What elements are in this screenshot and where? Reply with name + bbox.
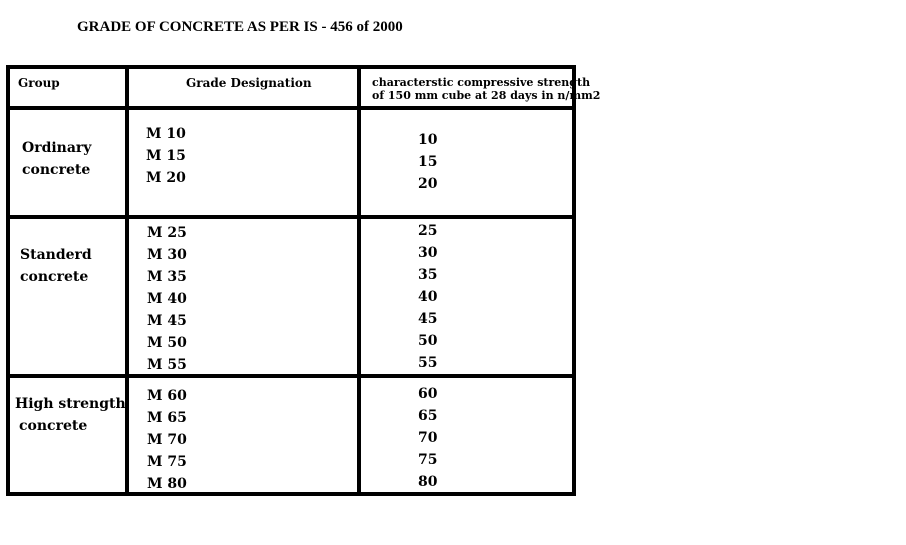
- table-rule-top: [6, 65, 576, 69]
- grade-item: M 15: [146, 148, 186, 164]
- strength-value: 15: [418, 154, 438, 170]
- grade-item: M 20: [146, 170, 186, 186]
- strength-value: 35: [418, 267, 438, 283]
- table-rule-bottom: [6, 492, 576, 496]
- group-label-line2: concrete: [20, 269, 89, 285]
- table-rule-row2: [6, 374, 576, 378]
- header-strength-line2: of 150 mm cube at 28 days in n/mm2: [372, 89, 601, 102]
- grade-item: M 10: [146, 126, 186, 142]
- strength-value: 75: [418, 452, 438, 468]
- grade-item: M 80: [147, 476, 187, 492]
- grade-item: M 70: [147, 432, 187, 448]
- page-title: GRADE OF CONCRETE AS PER IS - 456 of 2000: [77, 19, 403, 35]
- group-label-line2: concrete: [19, 418, 88, 434]
- grade-item: M 60: [147, 388, 187, 404]
- grade-item: M 40: [147, 291, 187, 307]
- grade-item: M 50: [147, 335, 187, 351]
- grades-standerd: [147, 222, 187, 376]
- group-label-line1: Standerd: [20, 247, 92, 263]
- strength-value: 30: [418, 245, 438, 261]
- strength-value: 65: [418, 408, 438, 424]
- group-ordinary: [22, 137, 91, 181]
- table-rule-row1: [6, 215, 576, 219]
- grades-ordinary: [146, 123, 186, 189]
- strength-value: 60: [418, 386, 438, 402]
- strength-value: 20: [418, 176, 438, 192]
- group-label-line2: concrete: [22, 162, 91, 178]
- grade-item: M 65: [147, 410, 187, 426]
- group-label-line1: High strength: [15, 396, 126, 412]
- header-strength-line1: characterstic compressive strength: [372, 76, 591, 89]
- group-standerd: [20, 244, 92, 288]
- values-standerd: [418, 220, 437, 374]
- grade-item: M 25: [147, 225, 187, 241]
- header-strength: [372, 76, 600, 102]
- grade-item: M 55: [147, 357, 187, 373]
- grade-item: M 45: [147, 313, 187, 329]
- strength-value: 50: [418, 333, 438, 349]
- strength-value: 10: [418, 132, 438, 148]
- header-grade-designation: Grade Designation: [186, 76, 312, 90]
- table-rule-col2: [357, 65, 361, 496]
- strength-value: 70: [418, 430, 438, 446]
- values-ordinary: [418, 129, 437, 195]
- header-group: Group: [18, 76, 60, 90]
- values-high-strength: [418, 383, 437, 493]
- table-rule-left: [6, 65, 10, 496]
- grade-item: M 75: [147, 454, 187, 470]
- table-rule-header: [6, 106, 576, 110]
- grade-item: M 30: [147, 247, 187, 263]
- strength-value: 45: [418, 311, 438, 327]
- strength-value: 55: [418, 355, 438, 371]
- group-high-strength: [15, 393, 126, 437]
- strength-value: 40: [418, 289, 438, 305]
- grade-item: M 35: [147, 269, 187, 285]
- group-label-line1: Ordinary: [22, 140, 92, 156]
- strength-value: 25: [418, 223, 438, 239]
- table-rule-right: [572, 65, 576, 496]
- grades-high-strength: [147, 385, 187, 495]
- strength-value: 80: [418, 474, 438, 490]
